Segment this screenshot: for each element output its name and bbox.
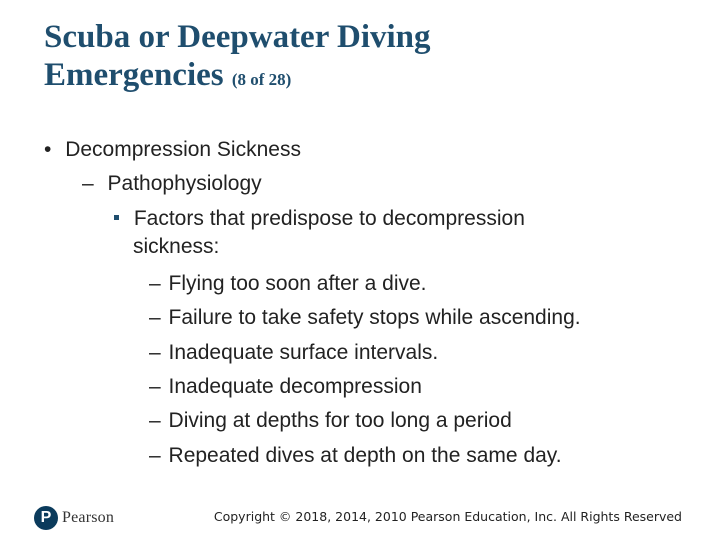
dash-bullet-icon: – <box>149 444 161 467</box>
title-line-1: Scuba or Deepwater Diving <box>44 19 431 55</box>
list-item-text: Diving at depths for too long a period <box>168 409 512 432</box>
level3-text-line1: Factors that predispose to decompression <box>133 207 525 230</box>
slide-footer <box>0 500 720 534</box>
list-item <box>149 271 427 297</box>
bullet-dot-icon: • <box>44 138 52 161</box>
list-item-text: Failure to take safety stops while ascending. <box>168 306 581 329</box>
slide-title <box>44 18 684 99</box>
level1-text: Decompression Sickness <box>65 138 301 161</box>
pearson-logo-text: Pearson <box>62 509 115 526</box>
list-item <box>149 340 438 366</box>
list-item <box>149 374 422 400</box>
dash-bullet-icon: – <box>149 306 161 329</box>
dash-bullet-icon: – <box>149 272 161 295</box>
dash-bullet-icon: – <box>82 172 94 195</box>
list-item <box>149 305 581 331</box>
pearson-logo <box>34 505 114 531</box>
list-item-text: Flying too soon after a dive. <box>168 272 427 295</box>
pearson-logo-icon: P <box>34 506 58 530</box>
bullet-level2 <box>82 171 262 197</box>
square-bullet-icon <box>114 215 119 220</box>
copyright-notice: Copyright © 2018, 2014, 2010 Pearson Education, Inc. All Rights Reserved <box>213 509 682 524</box>
level2-text: Pathophysiology <box>107 172 262 195</box>
list-item <box>149 443 562 469</box>
dash-bullet-icon: – <box>149 409 161 432</box>
list-item-text: Inadequate decompression <box>168 375 422 398</box>
title-main: Emergencies <box>44 57 224 93</box>
bullet-level3 <box>114 206 525 232</box>
list-item <box>149 408 512 434</box>
title-line-2 <box>44 56 684 99</box>
list-item-text: Repeated dives at depth on the same day. <box>168 444 562 467</box>
dash-bullet-icon: – <box>149 341 161 364</box>
level3-text-line2: sickness: <box>133 235 220 258</box>
list-item-text: Inadequate surface intervals. <box>168 341 439 364</box>
bullet-level1 <box>44 137 301 163</box>
dash-bullet-icon: – <box>149 375 161 398</box>
slide-counter: (8 of 28) <box>231 70 292 89</box>
